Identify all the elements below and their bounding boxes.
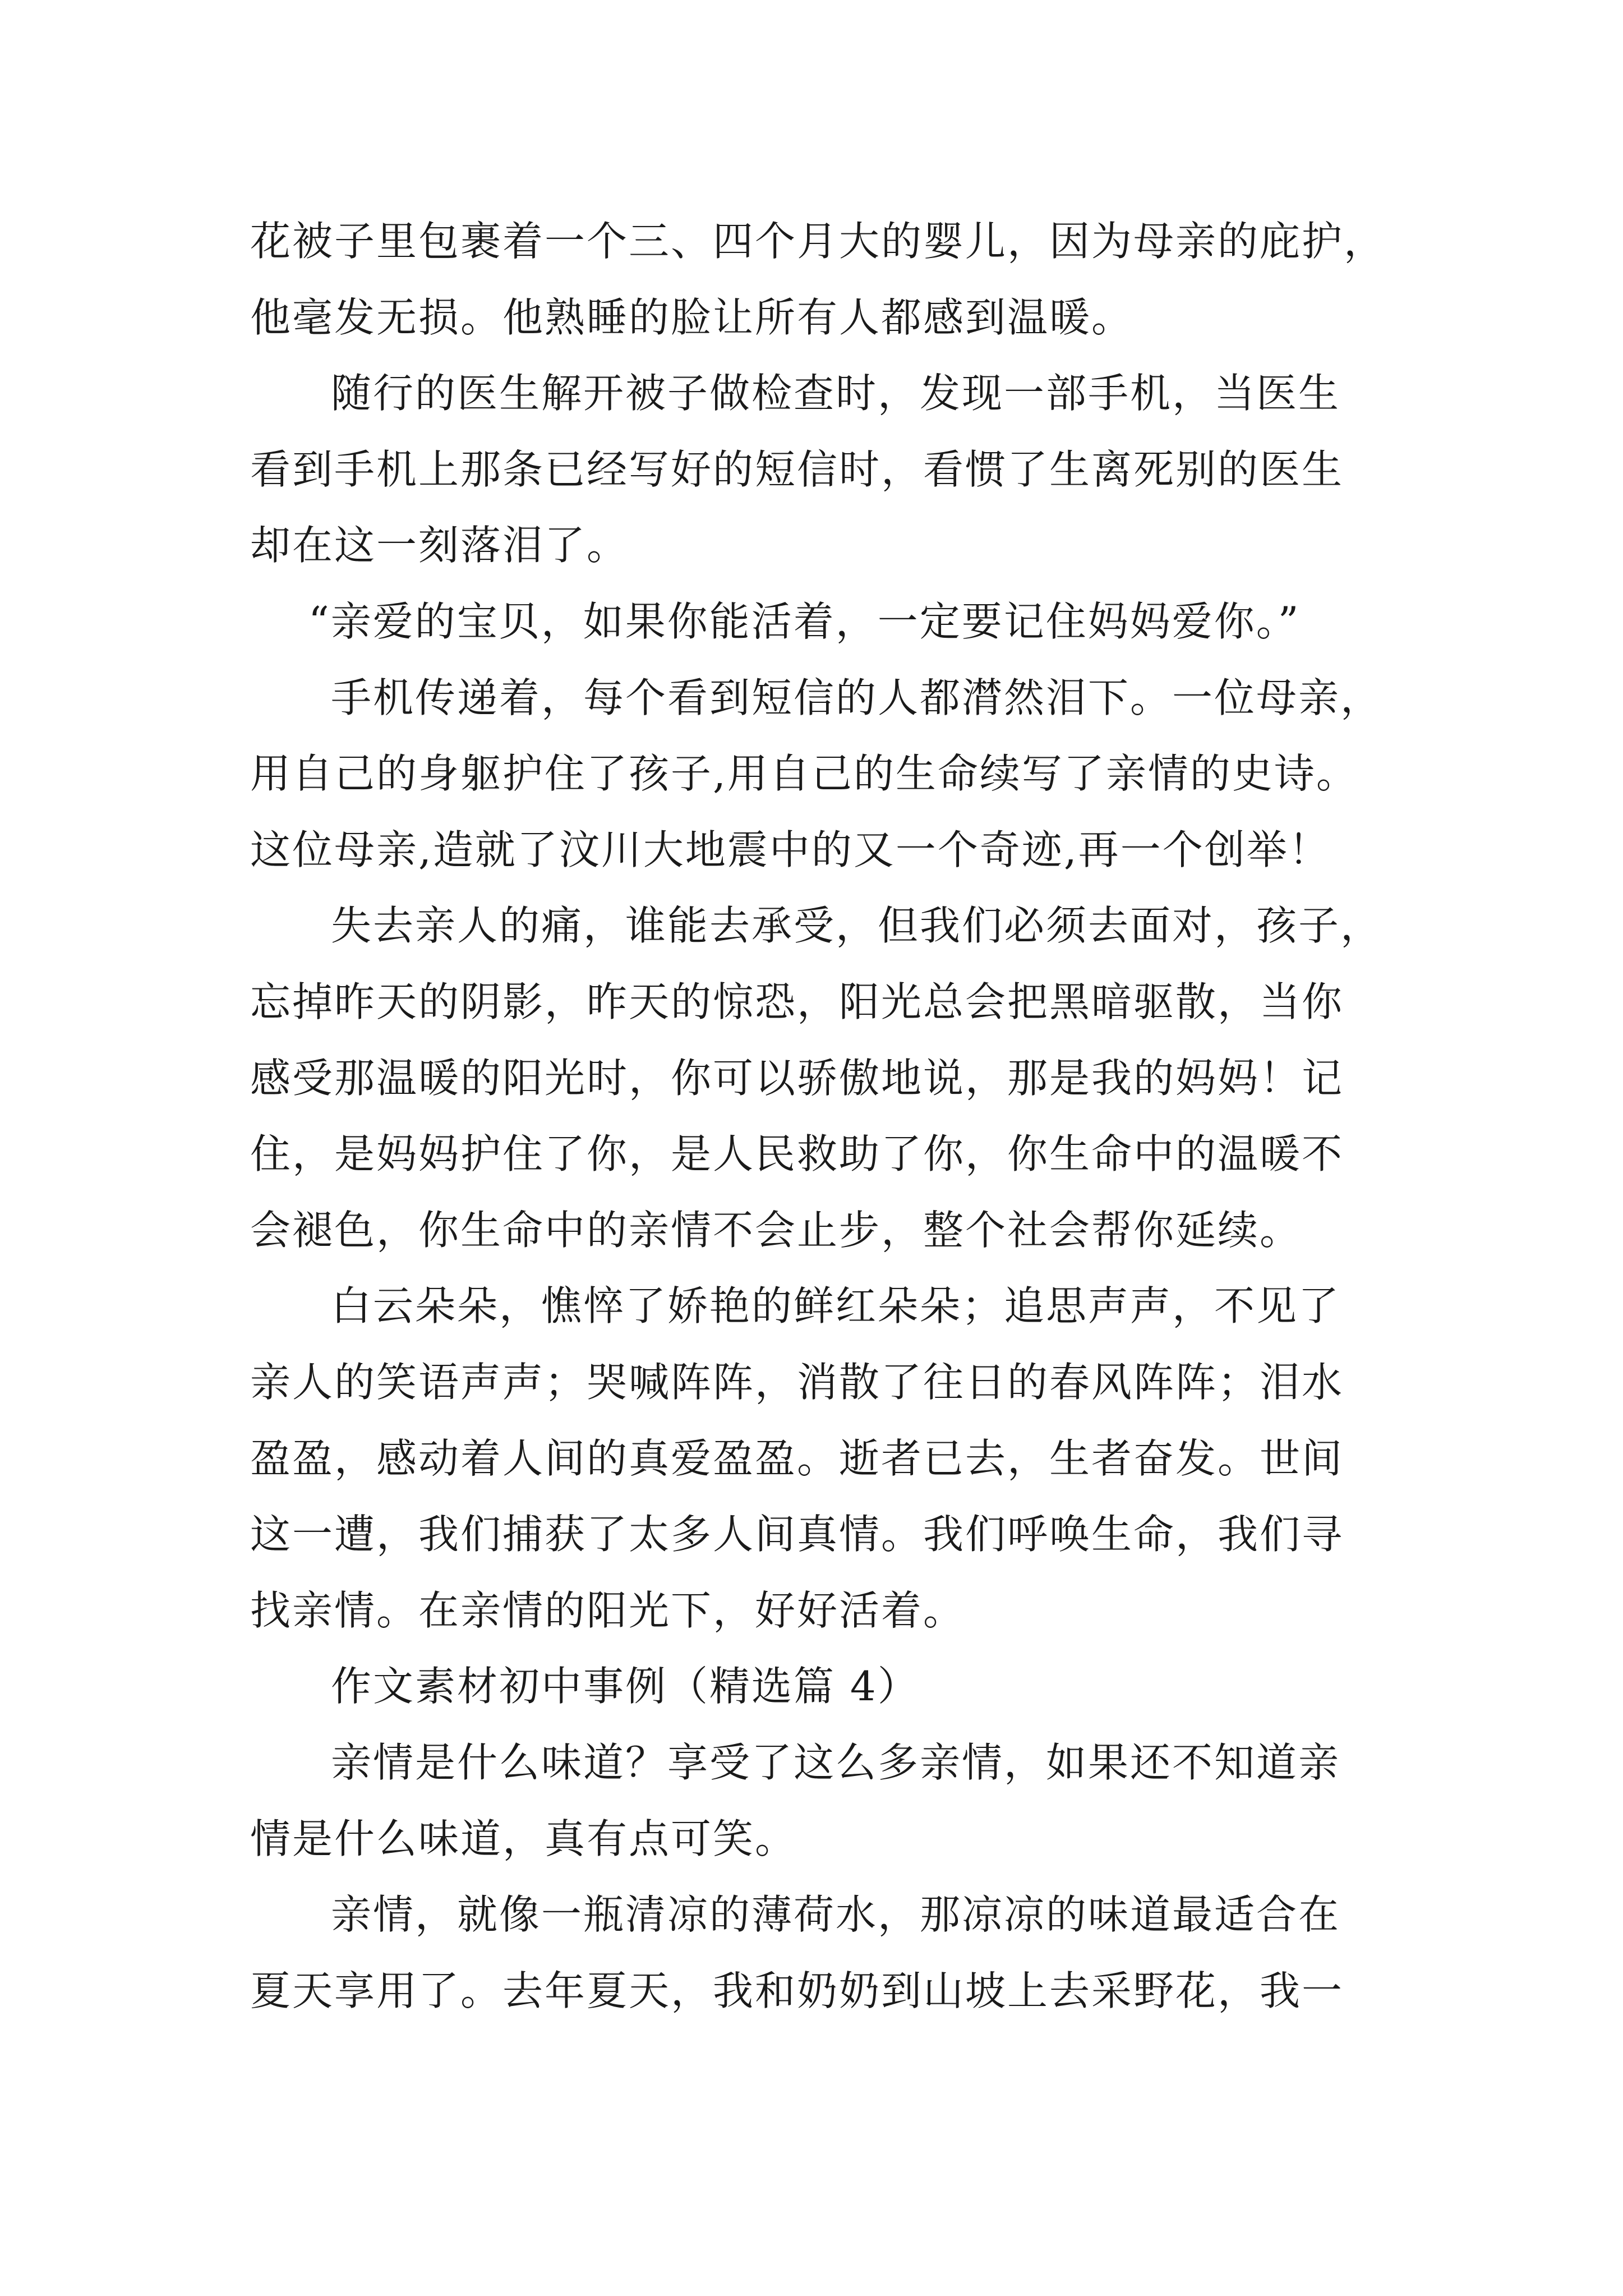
text-line: 会褪色，你生命中的亲情不会止步，整个社会帮你延续。 xyxy=(250,1207,1302,1254)
text-line: 亲情，就像一瓶清凉的薄荷水，那凉凉的味道最适合在 xyxy=(331,1891,1341,1938)
text-line: 白云朵朵，憔悴了娇艳的鲜红朵朵；追思声声，不见了 xyxy=(331,1282,1341,1329)
text-line: 忘掉昨天的阴影，昨天的惊恐，阳光总会把黑暗驱散，当你 xyxy=(250,978,1344,1025)
section-heading: 作文素材初中事例（精选篇 4） xyxy=(331,1663,920,1710)
text-line: 亲情是什么味道？享受了这么多亲情，如果还不知道亲 xyxy=(331,1739,1341,1786)
text-line: 花被子里包裹着一个三、四个月大的婴儿，因为母亲的庇护， xyxy=(250,218,1386,265)
text-line: 这一遭，我们捕获了太多人间真情。我们呼唤生命，我们寻 xyxy=(250,1511,1344,1558)
text-line: 随行的医生解开被子做检查时，发现一部手机，当医生 xyxy=(331,370,1341,417)
text-line: 这位母亲,造就了汶川大地震中的又一个奇迹,再一个创举！ xyxy=(250,826,1331,873)
text-line: 感受那温暖的阳光时，你可以骄傲地说，那是我的妈妈！记 xyxy=(250,1055,1344,1102)
text-line: 亲人的笑语声声；哭喊阵阵，消散了往日的春风阵阵；泪水 xyxy=(250,1359,1344,1406)
text-line: 住，是妈妈护住了你，是人民救助了你，你生命中的温暖不 xyxy=(250,1130,1344,1177)
text-line: 用自己的身躯护住了孩子,用自己的生命续写了亲情的史诗。 xyxy=(250,750,1358,797)
text-line: 他毫发无损。他熟睡的脸让所有人都感到温暖。 xyxy=(250,294,1134,341)
text-line: 失去亲人的痛，谁能去承受，但我们必须去面对，孩子， xyxy=(331,902,1383,949)
text-line: “亲爱的宝贝，如果你能活着，一定要记住妈妈爱你。” xyxy=(308,598,1301,645)
text-line: 手机传递着，每个看到短信的人都潸然泪下。一位母亲， xyxy=(331,674,1383,721)
text-line: 情是什么味道，真有点可笑。 xyxy=(250,1815,797,1862)
text-line: 盈盈，感动着人间的真爱盈盈。逝者已去，生者奋发。世间 xyxy=(250,1435,1344,1482)
text-line: 看到手机上那条已经写好的短信时，看惯了生离死别的医生 xyxy=(250,446,1344,493)
text-line: 找亲情。在亲情的阳光下，好好活着。 xyxy=(250,1587,966,1634)
text-line: 却在这一刻落泪了。 xyxy=(250,522,629,569)
text-line: 夏天享用了。去年夏天，我和奶奶到山坡上去采野花，我一 xyxy=(250,1967,1344,2014)
